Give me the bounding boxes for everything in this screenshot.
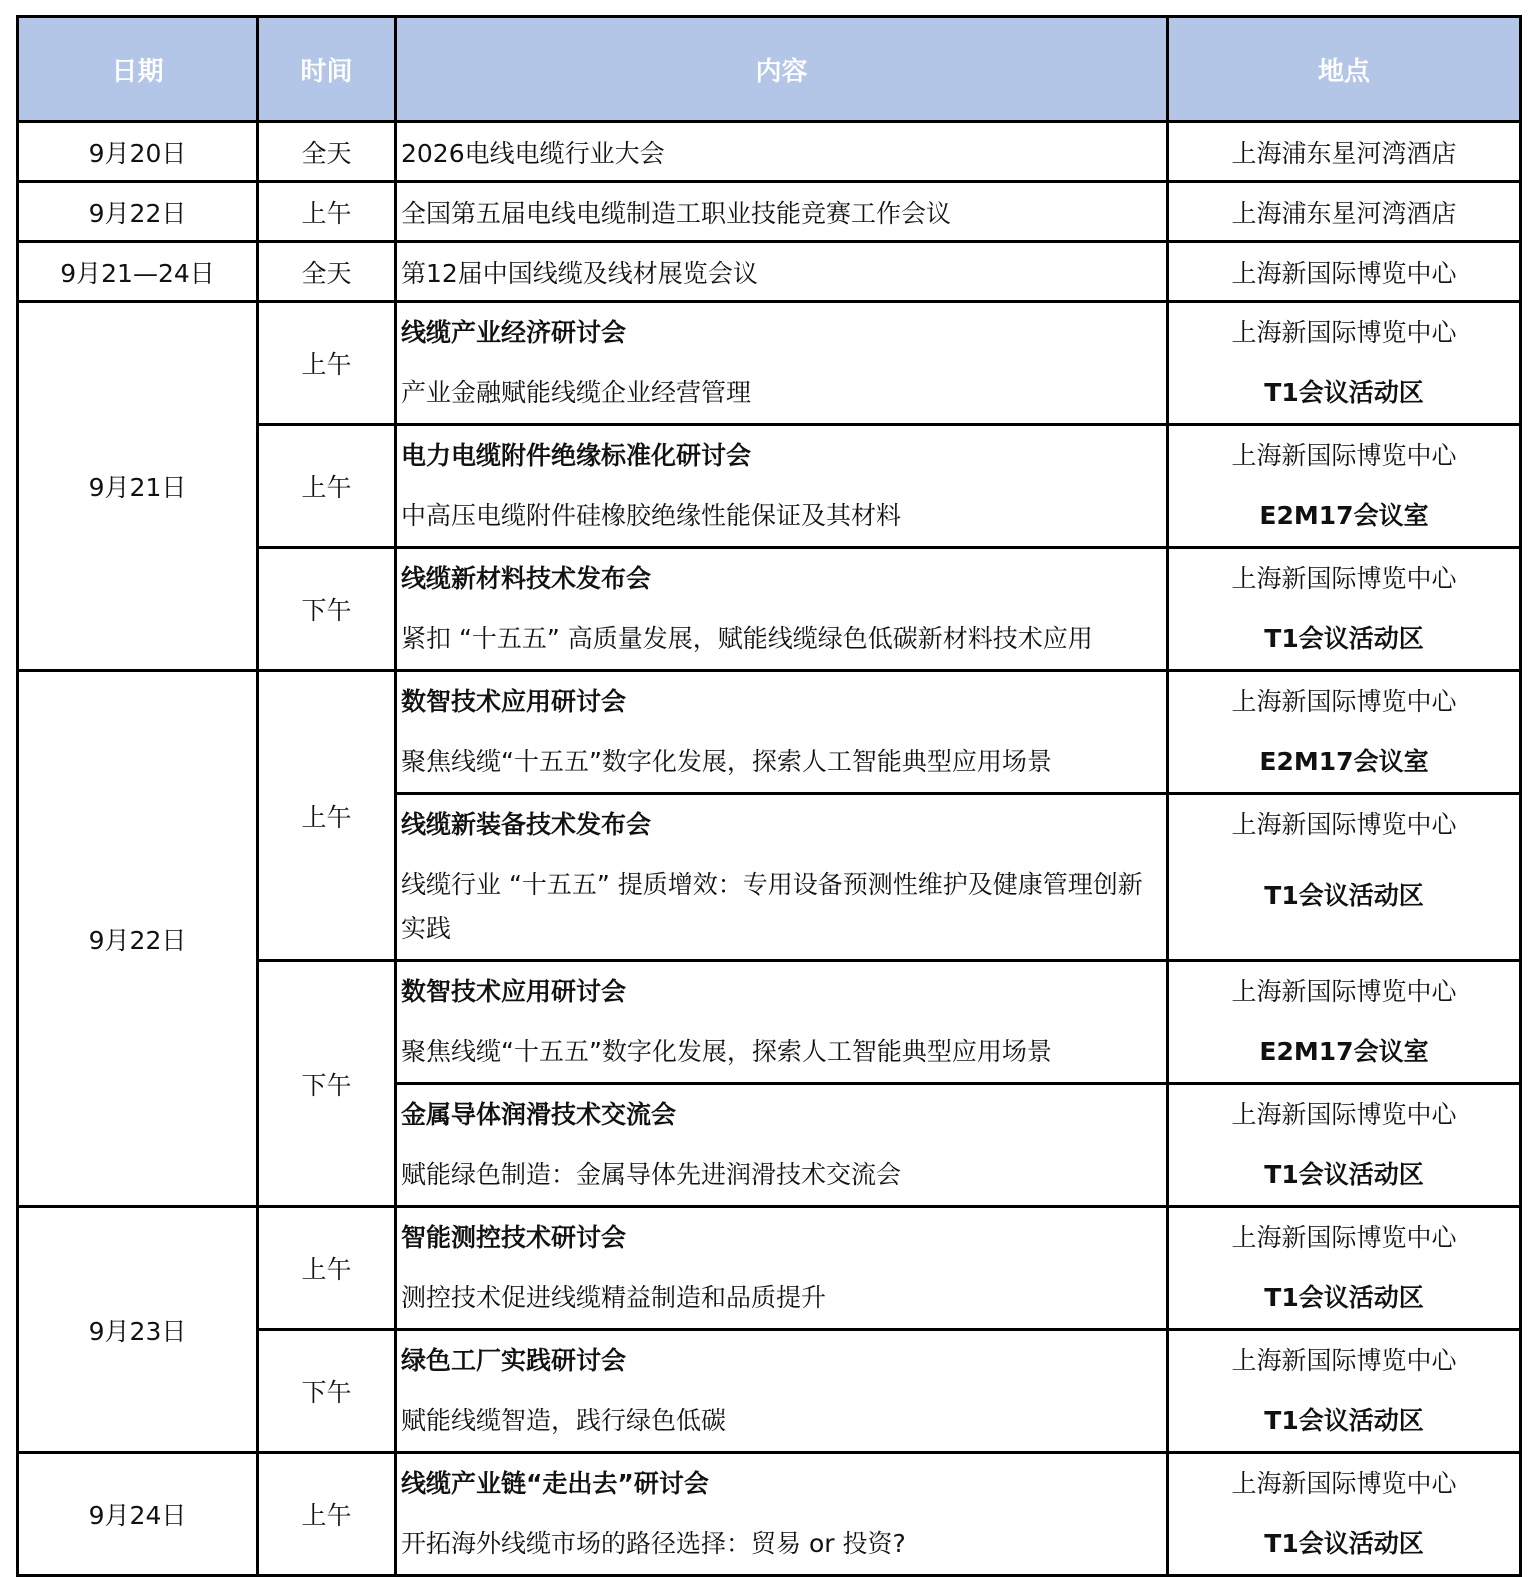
session-title: 电力电缆附件绝缘标准化研讨会 bbox=[401, 441, 752, 470]
location-cell bbox=[1168, 1330, 1521, 1453]
time-cell: 全天 bbox=[258, 242, 396, 302]
content-cell bbox=[396, 425, 1168, 548]
content-cell bbox=[396, 1453, 1168, 1576]
location-cell bbox=[1168, 548, 1521, 671]
room-text: E2M17会议室 bbox=[1259, 747, 1429, 776]
session-title: 线缆产业经济研讨会 bbox=[401, 318, 627, 347]
table-row bbox=[18, 122, 1521, 182]
location-cell bbox=[1168, 1207, 1521, 1330]
time-cell: 全天 bbox=[258, 122, 396, 182]
header-row bbox=[18, 17, 1521, 122]
session-subtitle: 开拓海外线缆市场的路径选择：贸易 or 投资? bbox=[401, 1529, 906, 1558]
content-cell bbox=[396, 1330, 1168, 1453]
location-cell: 上海浦东星河湾酒店 bbox=[1168, 182, 1521, 242]
session-subtitle: 测控技术促进线缆精益制造和品质提升 bbox=[401, 1283, 827, 1312]
date-cell: 9月22日 bbox=[18, 671, 258, 1207]
date-cell: 9月20日 bbox=[18, 122, 258, 182]
venue-text: 上海新国际博览中心 bbox=[1231, 1469, 1457, 1498]
venue-text: 上海新国际博览中心 bbox=[1231, 977, 1457, 1006]
time-cell: 下午 bbox=[258, 1330, 396, 1453]
session-subtitle: 中高压电缆附件硅橡胶绝缘性能保证及其材料 bbox=[401, 501, 902, 530]
venue-text: 上海新国际博览中心 bbox=[1231, 1346, 1457, 1375]
time-cell: 下午 bbox=[258, 548, 396, 671]
venue-text: 上海新国际博览中心 bbox=[1231, 441, 1457, 470]
session-title: 绿色工厂实践研讨会 bbox=[401, 1346, 627, 1375]
session-title: 线缆产业链“走出去”研讨会 bbox=[401, 1469, 709, 1498]
session-title: 线缆新材料技术发布会 bbox=[401, 564, 652, 593]
time-cell: 上午 bbox=[258, 671, 396, 961]
table-row bbox=[18, 1207, 1521, 1330]
session-subtitle: 聚焦线缆“十五五”数字化发展，探索人工智能典型应用场景 bbox=[401, 1037, 1052, 1066]
session-title: 线缆新装备技术发布会 bbox=[401, 810, 652, 839]
time-cell: 上午 bbox=[258, 425, 396, 548]
location-cell: 上海浦东星河湾酒店 bbox=[1168, 122, 1521, 182]
session-subtitle: 产业金融赋能线缆企业经营管理 bbox=[401, 378, 752, 407]
date-cell: 9月21—24日 bbox=[18, 242, 258, 302]
table-row bbox=[18, 1453, 1521, 1576]
time-cell: 上午 bbox=[258, 182, 396, 242]
venue-text: 上海新国际博览中心 bbox=[1231, 318, 1457, 347]
room-text: T1会议活动区 bbox=[1264, 881, 1424, 910]
room-text: T1会议活动区 bbox=[1264, 1283, 1424, 1312]
room-text: T1会议活动区 bbox=[1264, 378, 1424, 407]
time-cell: 上午 bbox=[258, 1207, 396, 1330]
session-subtitle: 赋能线缆智造，践行绿色低碳 bbox=[401, 1406, 727, 1435]
header-content: 内容 bbox=[396, 17, 1168, 122]
time-cell: 上午 bbox=[258, 1453, 396, 1576]
date-cell: 9月22日 bbox=[18, 182, 258, 242]
content-cell bbox=[396, 1207, 1168, 1330]
location-cell bbox=[1168, 425, 1521, 548]
header-location: 地点 bbox=[1168, 17, 1521, 122]
venue-text: 上海新国际博览中心 bbox=[1231, 1100, 1457, 1129]
location-cell bbox=[1168, 671, 1521, 794]
venue-text: 上海新国际博览中心 bbox=[1231, 1223, 1457, 1252]
date-cell: 9月21日 bbox=[18, 302, 258, 671]
content-cell: 2026电线电缆行业大会 bbox=[396, 122, 1168, 182]
date-cell: 9月23日 bbox=[18, 1207, 258, 1453]
room-text: E2M17会议室 bbox=[1259, 501, 1429, 530]
location-cell bbox=[1168, 794, 1521, 961]
location-cell bbox=[1168, 302, 1521, 425]
location-cell: 上海新国际博览中心 bbox=[1168, 242, 1521, 302]
header-date: 日期 bbox=[18, 17, 258, 122]
location-cell bbox=[1168, 961, 1521, 1084]
room-text: T1会议活动区 bbox=[1264, 1529, 1424, 1558]
schedule-table bbox=[16, 15, 1522, 1577]
venue-text: 上海新国际博览中心 bbox=[1231, 687, 1457, 716]
session-title: 数智技术应用研讨会 bbox=[401, 977, 627, 1006]
session-title: 金属导体润滑技术交流会 bbox=[401, 1100, 677, 1129]
session-title: 数智技术应用研讨会 bbox=[401, 687, 627, 716]
content-cell bbox=[396, 794, 1168, 961]
location-cell bbox=[1168, 1453, 1521, 1576]
time-cell: 下午 bbox=[258, 961, 396, 1207]
content-cell: 全国第五届电线电缆制造工职业技能竞赛工作会议 bbox=[396, 182, 1168, 242]
content-cell bbox=[396, 961, 1168, 1084]
session-title: 智能测控技术研讨会 bbox=[401, 1223, 627, 1252]
session-subtitle: 聚焦线缆“十五五”数字化发展，探索人工智能典型应用场景 bbox=[401, 747, 1052, 776]
date-cell: 9月24日 bbox=[18, 1453, 258, 1576]
time-cell: 上午 bbox=[258, 302, 396, 425]
venue-text: 上海新国际博览中心 bbox=[1231, 564, 1457, 593]
room-text: T1会议活动区 bbox=[1264, 1160, 1424, 1189]
room-text: E2M17会议室 bbox=[1259, 1037, 1429, 1066]
session-subtitle: 赋能绿色制造：金属导体先进润滑技术交流会 bbox=[401, 1160, 902, 1189]
session-subtitle: 线缆行业 “十五五” 提质增效：专用设备预测性维护及健康管理创新实践 bbox=[401, 870, 1143, 943]
content-cell bbox=[396, 302, 1168, 425]
venue-text: 上海新国际博览中心 bbox=[1231, 810, 1457, 839]
location-cell bbox=[1168, 1084, 1521, 1207]
room-text: T1会议活动区 bbox=[1264, 1406, 1424, 1435]
content-cell bbox=[396, 548, 1168, 671]
content-cell bbox=[396, 671, 1168, 794]
session-subtitle: 紧扣 “十五五” 高质量发展，赋能线缆绿色低碳新材料技术应用 bbox=[401, 624, 1093, 653]
table-row bbox=[18, 302, 1521, 425]
table-row bbox=[18, 242, 1521, 302]
room-text: T1会议活动区 bbox=[1264, 624, 1424, 653]
table-row bbox=[18, 182, 1521, 242]
content-cell bbox=[396, 1084, 1168, 1207]
table-row bbox=[18, 671, 1521, 794]
header-time: 时间 bbox=[258, 17, 396, 122]
content-cell: 第12届中国线缆及线材展览会议 bbox=[396, 242, 1168, 302]
